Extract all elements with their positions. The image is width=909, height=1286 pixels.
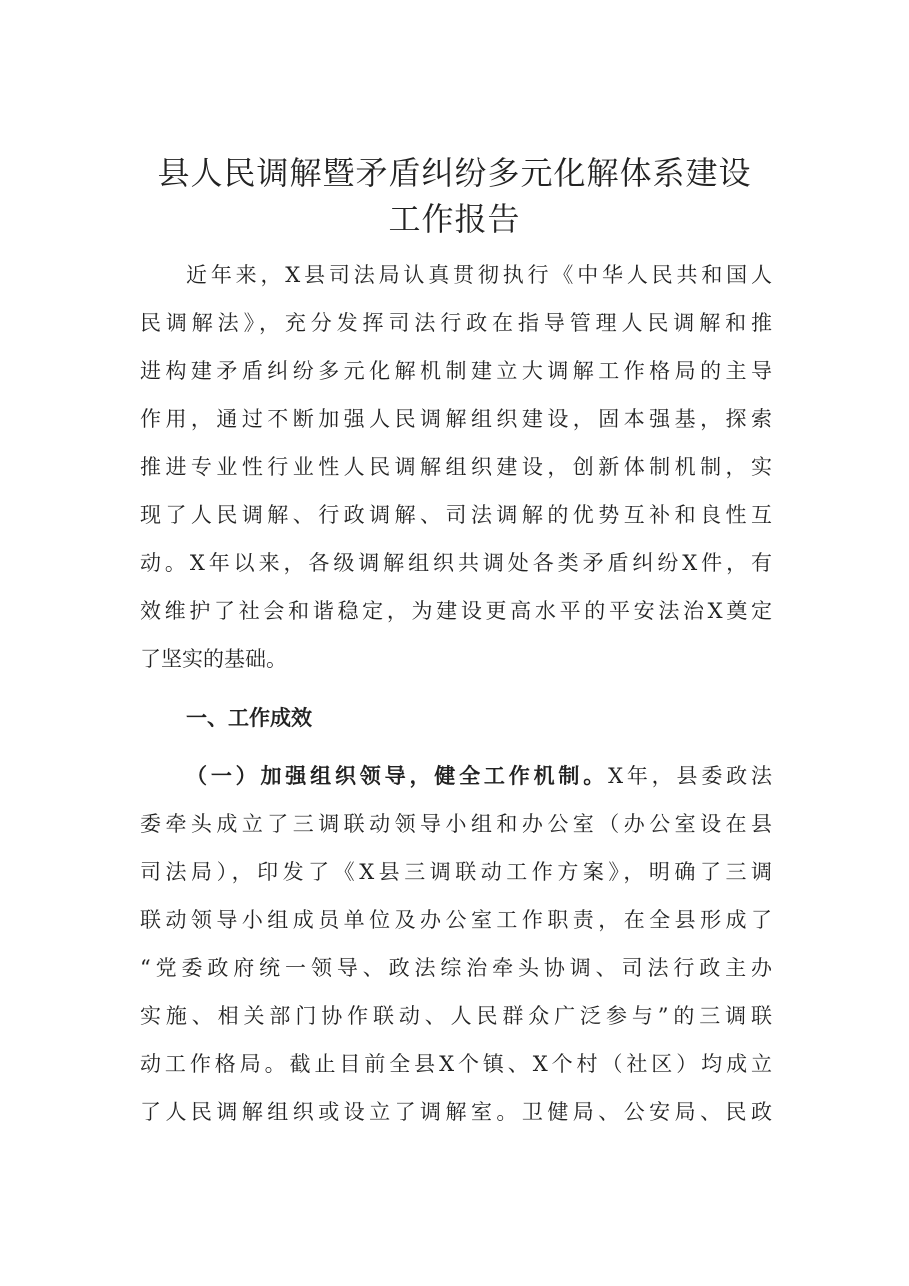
subsection-1-line-8: 了人民调解组织或设立了调解室。卫健局、公安局、民政 bbox=[140, 1100, 772, 1124]
intro-line-8: 效维护了社会和谐稳定，为建设更高水平的平安法治X奠定 bbox=[140, 599, 772, 623]
intro-line-6: 现了人民调解、行政调解、司法调解的优势互补和良性互 bbox=[140, 503, 772, 527]
subsection-1-line-6: 实施、相关部门协作联动、人民群众广泛参与”的三调联 bbox=[140, 1004, 772, 1028]
subsection-1-first-line-text: X年，县委政法 bbox=[608, 764, 772, 788]
intro-line-1: 近年来，X县司法局认真贯彻执行《中华人民共和国人 bbox=[186, 263, 772, 287]
subsection-1-line-3: 司法局），印发了《X县三调联动工作方案》，明确了三调 bbox=[140, 860, 772, 884]
intro-line-5: 推进专业性行业性人民调解组织建设，创新体制机制，实 bbox=[140, 455, 772, 479]
subsection-1-line-5: “党委政府统一领导、政法综治牵头协调、司法行政主办 bbox=[140, 956, 772, 980]
document-title-line-1: 县人民调解暨矛盾纠纷多元化解体系建设 bbox=[157, 154, 752, 192]
subsection-1-heading: （一）加强组织领导，健全工作机制。 bbox=[186, 764, 609, 788]
intro-line-2: 民调解法》，充分发挥司法行政在指导管理人民调解和推 bbox=[140, 311, 772, 335]
document-title-line-2: 工作报告 bbox=[388, 200, 521, 238]
intro-line-3: 进构建矛盾纠纷多元化解机制建立大调解工作格局的主导 bbox=[140, 359, 772, 383]
subsection-1-line-4: 联动领导小组成员单位及办公室工作职责，在全县形成了 bbox=[140, 908, 772, 932]
section-heading-1: 一、工作成效 bbox=[186, 706, 312, 730]
intro-line-4: 作用，通过不断加强人民调解组织建设，固本强基，探索 bbox=[140, 407, 772, 431]
intro-line-7: 动。X年以来，各级调解组织共调处各类矛盾纠纷X件，有 bbox=[140, 551, 772, 575]
subsection-1-line-2: 委牵头成立了三调联动领导小组和办公室（办公室设在县 bbox=[140, 812, 772, 836]
intro-line-9: 了坚实的基础。 bbox=[140, 647, 287, 671]
subsection-1-line-7: 动工作格局。截止目前全县X个镇、X个村（社区）均成立 bbox=[140, 1052, 772, 1076]
subsection-1-first-line bbox=[186, 760, 772, 790]
